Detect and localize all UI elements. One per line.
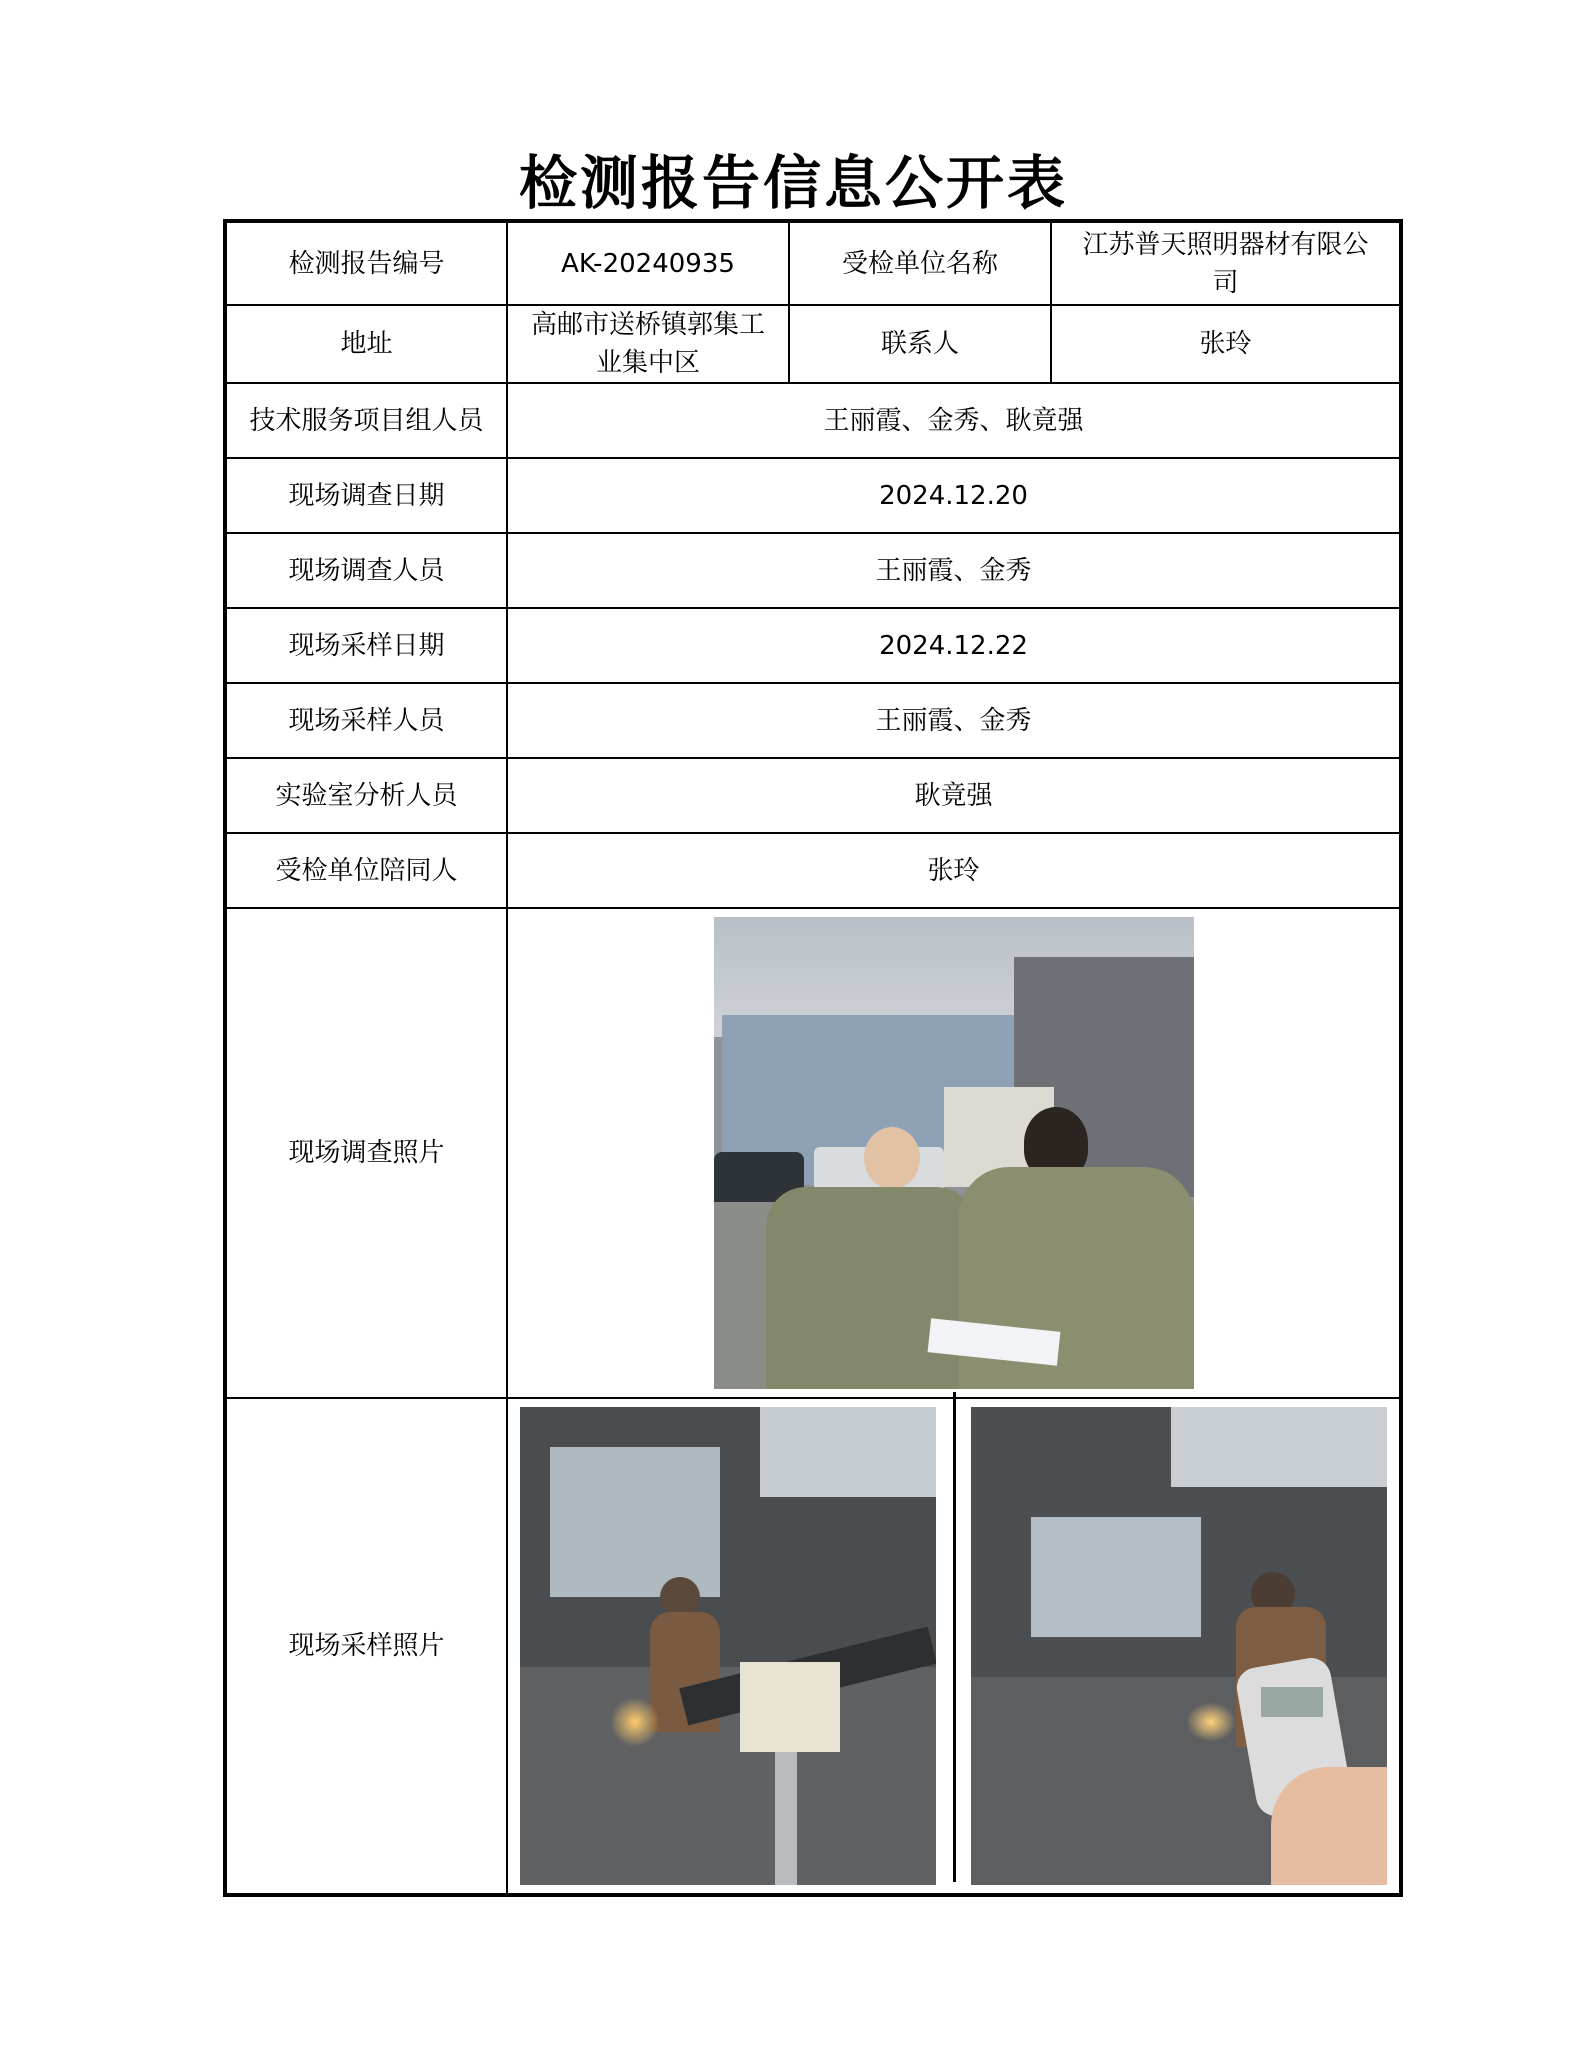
team-label: 技术服务项目组人员 <box>225 383 507 458</box>
contact-label: 联系人 <box>789 305 1051 383</box>
table-row <box>225 458 1401 533</box>
escort-value: 张玲 <box>507 833 1401 908</box>
table-row <box>225 533 1401 608</box>
escort-label: 受检单位陪同人 <box>225 833 507 908</box>
address-label: 地址 <box>225 305 507 383</box>
lab-staff-value: 耿竟强 <box>507 758 1401 833</box>
table-row <box>225 833 1401 908</box>
survey-photo <box>714 917 1194 1389</box>
survey-date-value: 2024.12.20 <box>507 458 1401 533</box>
report-no-value: AK-20240935 <box>507 221 789 305</box>
report-table <box>223 219 1403 1897</box>
sampling-staff-label: 现场采样人员 <box>225 683 507 758</box>
table-row <box>225 221 1401 305</box>
table-row <box>225 908 1401 1398</box>
table-row <box>225 383 1401 458</box>
sampling-date-label: 现场采样日期 <box>225 608 507 683</box>
sampling-staff-value: 王丽霞、金秀 <box>507 683 1401 758</box>
photo-divider <box>953 1392 956 1882</box>
sampling-photo-label: 现场采样照片 <box>225 1398 507 1895</box>
table-row <box>225 305 1401 383</box>
sampling-date-value: 2024.12.22 <box>507 608 1401 683</box>
unit-name-value: 江苏普天照明器材有限公司 <box>1051 221 1401 305</box>
report-no-label: 检测报告编号 <box>225 221 507 305</box>
table-row <box>225 758 1401 833</box>
sampling-photo-right <box>971 1407 1387 1885</box>
lab-staff-label: 实验室分析人员 <box>225 758 507 833</box>
table-row <box>225 608 1401 683</box>
table-row <box>225 683 1401 758</box>
survey-staff-label: 现场调查人员 <box>225 533 507 608</box>
unit-name-label: 受检单位名称 <box>789 221 1051 305</box>
address-value: 高邮市送桥镇郭集工业集中区 <box>507 305 789 383</box>
survey-date-label: 现场调查日期 <box>225 458 507 533</box>
sampling-photo-left <box>520 1407 936 1885</box>
survey-staff-value: 王丽霞、金秀 <box>507 533 1401 608</box>
page-title: 检测报告信息公开表 <box>518 149 1068 217</box>
table-row <box>225 1398 1401 1895</box>
team-value: 王丽霞、金秀、耿竟强 <box>507 383 1401 458</box>
contact-value: 张玲 <box>1051 305 1401 383</box>
survey-photo-label: 现场调查照片 <box>225 908 507 1398</box>
